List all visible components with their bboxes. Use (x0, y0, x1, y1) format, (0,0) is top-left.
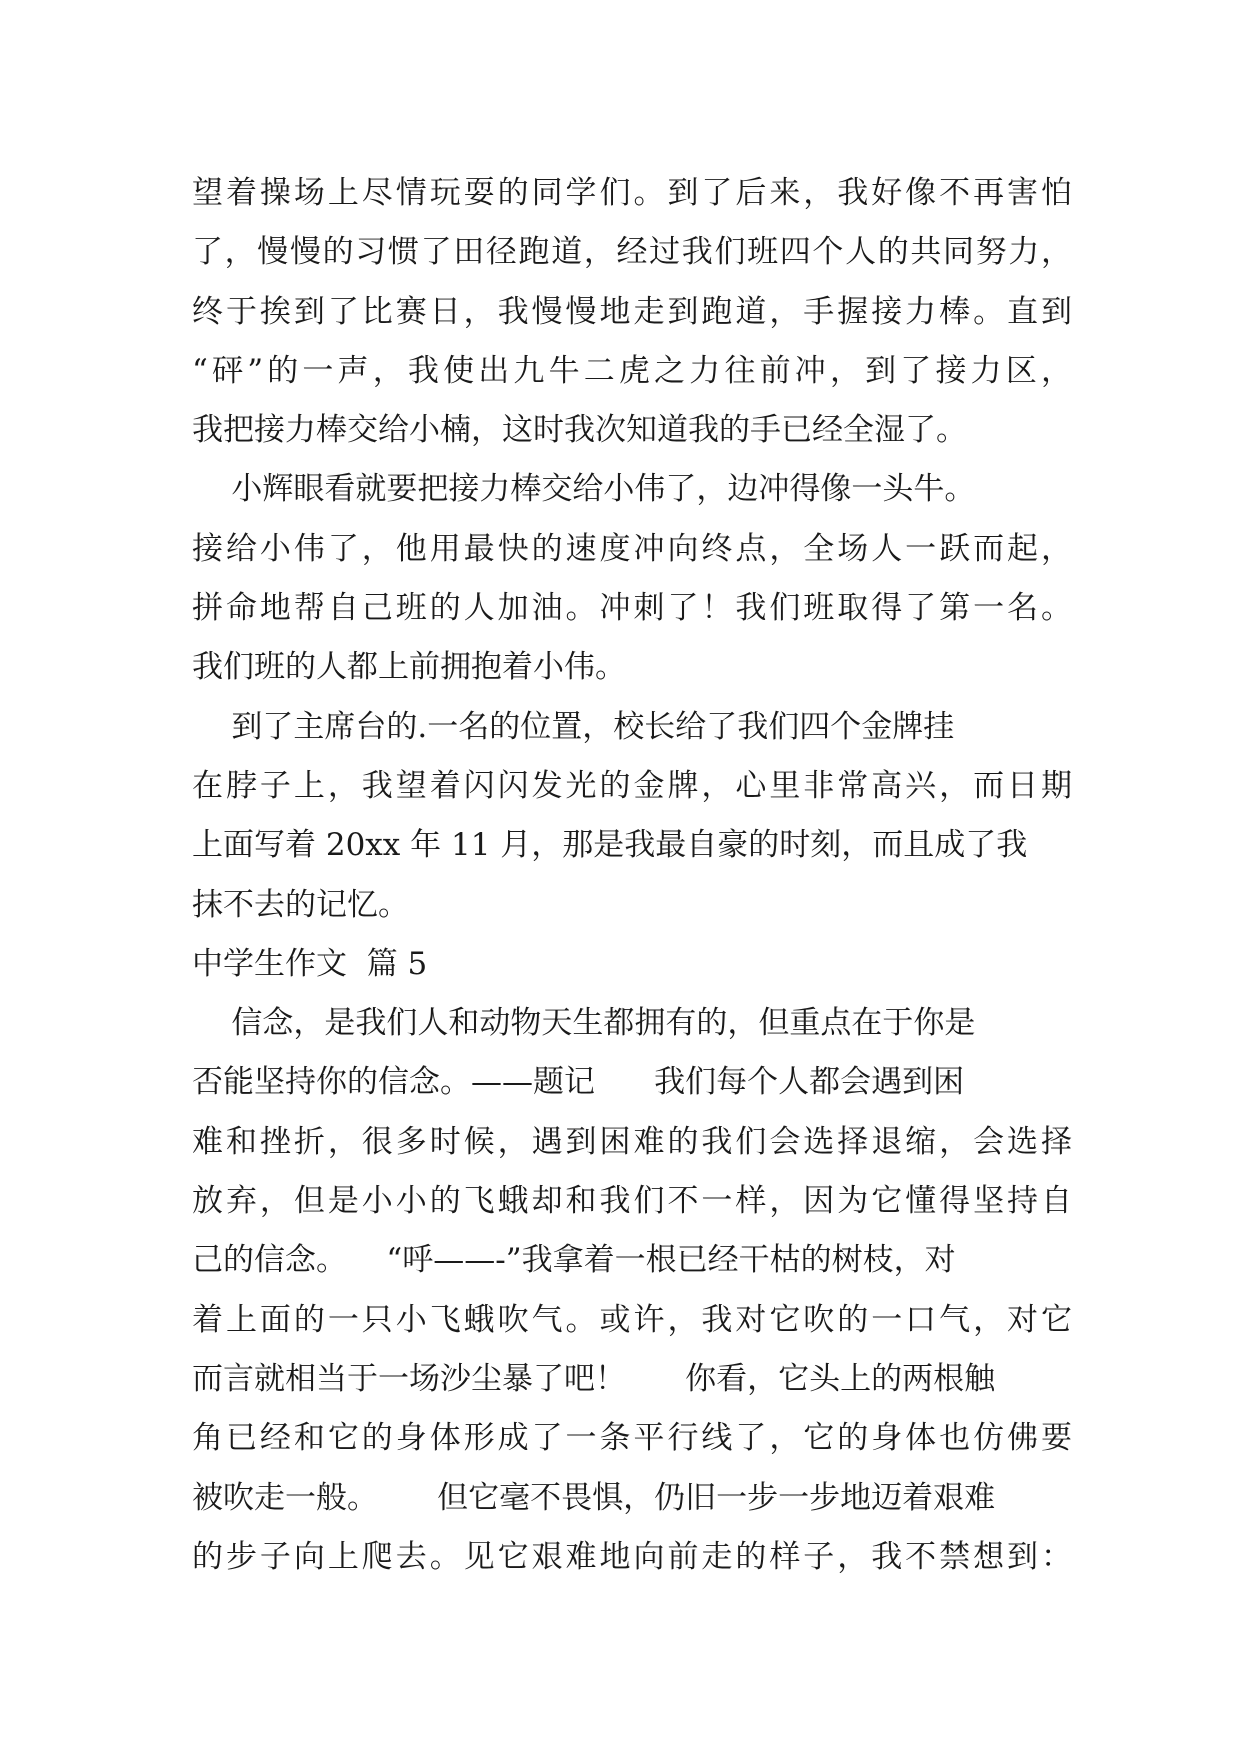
text-line: 被吹走一般。 但它毫不畏惧，仍旧一步一步地迈着艰难 (192, 1479, 996, 1516)
text-line: 拼命地帮自己班的人加油。冲刺了！我们班取得了第一名。 (192, 590, 1072, 627)
text-line: 角已经和它的身体形成了一条平行线了，它的身体也仿佛要 (192, 1420, 1072, 1457)
text-line: 到了主席台的.一名的位置，校长给了我们四个金牌挂 (192, 708, 955, 745)
text-line: 己的信念。 “呼——-”我拿着一根已经干枯的树枝，对 (192, 1242, 956, 1279)
text-line: 放弃，但是小小的飞蛾却和我们不一样，因为它懂得坚持自 (192, 1183, 1072, 1220)
text-line: 在脖子上，我望着闪闪发光的金牌，心里非常高兴，而日期 (192, 767, 1072, 804)
text-line: 上面写着 20xx 年 11 月，那是我最自豪的时刻，而且成了我 (192, 827, 1028, 864)
text-line: 我把接力棒交给小楠，这时我次知道我的手已经全湿了。 (192, 412, 967, 449)
text-line: 望着操场上尽情玩耍的同学们。到了后来，我好像不再害怕 (192, 175, 1072, 211)
text-line: 信念，是我们人和动物天生都拥有的，但重点在于你是 (192, 1005, 976, 1042)
text-line: 否能坚持你的信念。——题记 我们每个人都会遇到困 (192, 1064, 965, 1101)
text-line: 的步子向上爬去。见它艰难地向前走的样子，我不禁想到： (192, 1538, 1072, 1575)
section-heading: 中学生作文 篇 5 (192, 945, 428, 982)
text-line: 着上面的一只小飞蛾吹气。或许，我对它吹的一口气，对它 (192, 1301, 1072, 1338)
text-line: 小辉眼看就要把接力棒交给小伟了，边冲得像一头牛。 (192, 471, 976, 508)
text-line: “砰”的一声，我使出九牛二虎之力往前冲，到了接力区， (192, 352, 1072, 389)
text-line: 接给小伟了，他用最快的速度冲向终点，全场人一跃而起， (192, 530, 1072, 567)
text-line: 而言就相当于一场沙尘暴了吧！ 你看，它头上的两根触 (192, 1360, 996, 1397)
text-line: 抹不去的记忆。 (192, 886, 409, 923)
text-line: 难和挫折，很多时候，遇到困难的我们会选择退缩，会选择 (192, 1123, 1072, 1160)
text-line: 终于挨到了比赛日，我慢慢地走到跑道，手握接力棒。直到 (192, 293, 1072, 330)
essay-text (192, 164, 1072, 1587)
text-line: 了，慢慢的习惯了田径跑道，经过我们班四个人的共同努力， (192, 234, 1072, 271)
text-line: 我们班的人都上前拥抱着小伟。 (192, 649, 626, 686)
